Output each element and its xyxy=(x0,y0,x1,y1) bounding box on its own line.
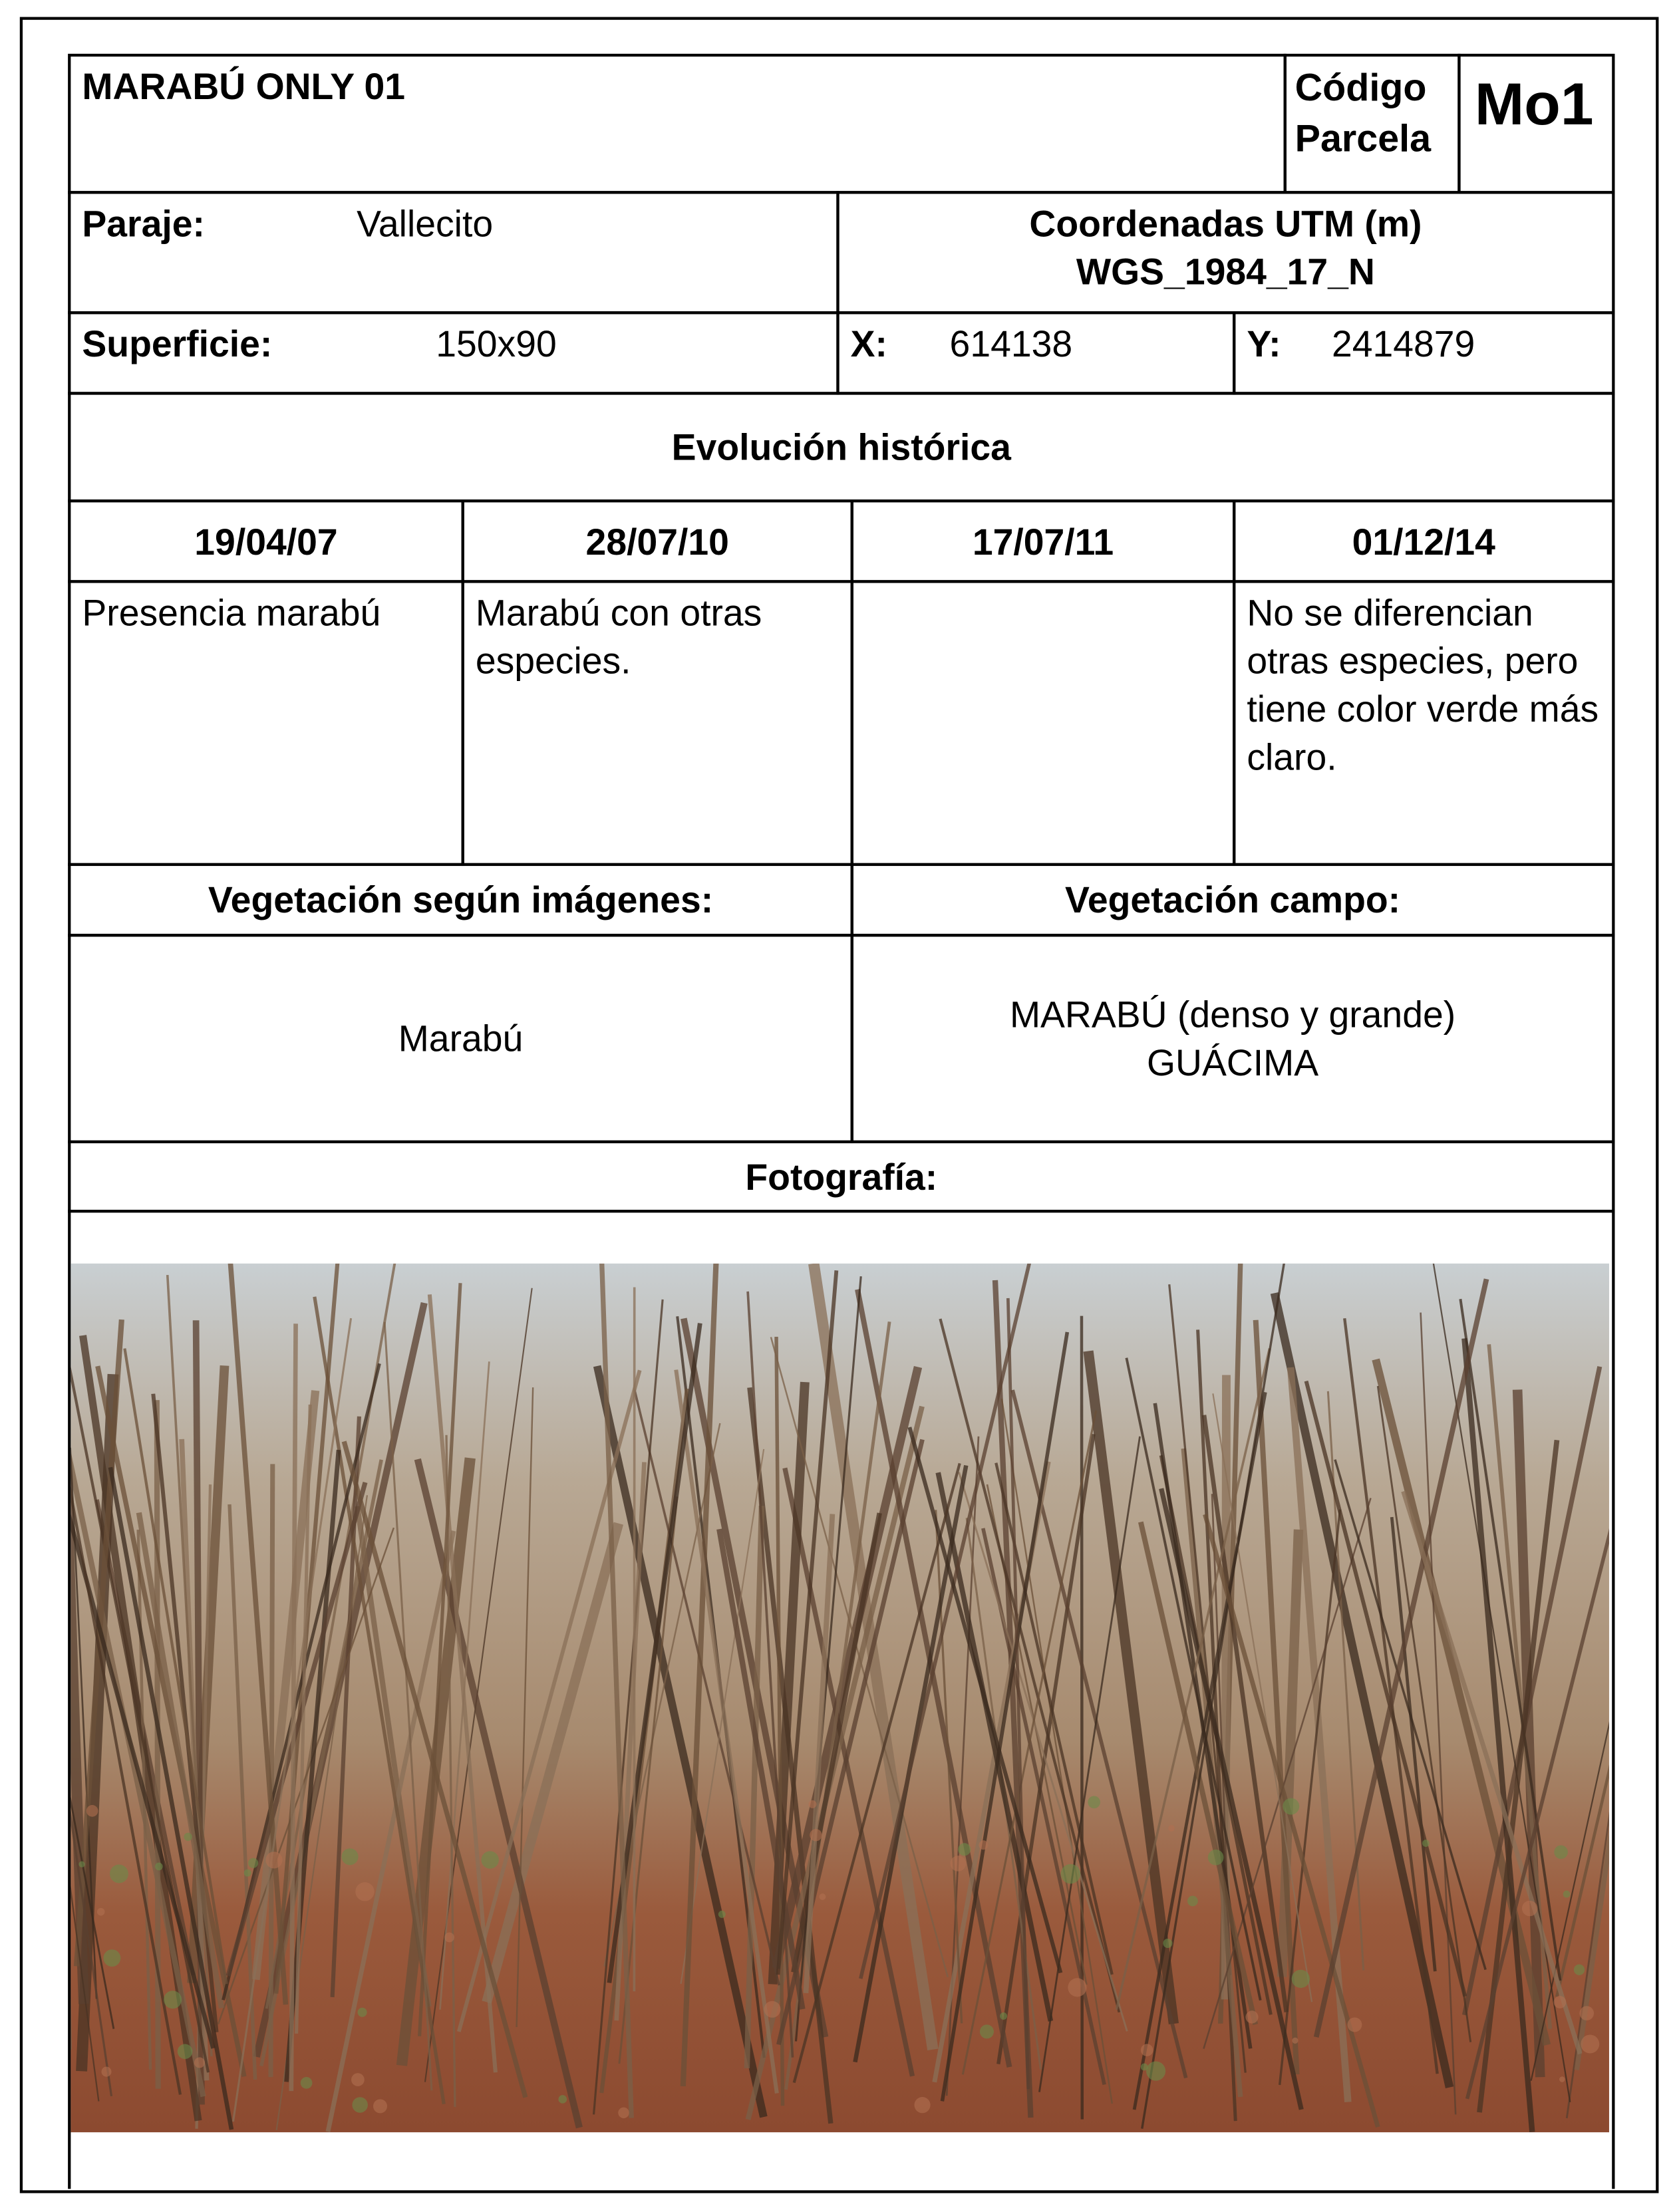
x-cell xyxy=(836,311,1235,395)
veg-imagenes-value: Marabú xyxy=(68,934,853,1143)
leaf xyxy=(358,2008,367,2017)
leaf xyxy=(164,1991,182,2008)
date-3: 17/07/11 xyxy=(851,499,1236,583)
leaf xyxy=(1292,2038,1298,2044)
leaf xyxy=(958,1843,971,1856)
coords-header xyxy=(836,191,1614,314)
codigo-label: Código Parcela xyxy=(1284,54,1461,194)
superficie-cell xyxy=(68,311,839,395)
leaf xyxy=(1522,1901,1537,1916)
branch xyxy=(459,1370,640,2031)
leaf xyxy=(1283,1798,1299,1815)
leaf xyxy=(1422,1840,1430,1847)
leaf xyxy=(764,2001,780,2018)
paraje-label: Paraje: xyxy=(82,202,205,245)
fotografia-label: Fotografía: xyxy=(68,1141,1614,1213)
y-value: 2414879 xyxy=(1331,323,1475,365)
leaf xyxy=(481,1851,498,1868)
x-value: 614138 xyxy=(949,323,1073,365)
description-3 xyxy=(851,580,1236,866)
x-label: X: xyxy=(850,323,887,365)
description-2: Marabú con otras especies. xyxy=(462,580,853,866)
leaf xyxy=(1563,1891,1571,1898)
branch xyxy=(276,1264,339,1994)
leaf xyxy=(1245,2010,1258,2023)
leaf xyxy=(1141,2044,1153,2056)
leaf xyxy=(1088,1796,1100,1808)
leaf xyxy=(1187,1896,1198,1907)
leaf xyxy=(1208,1850,1224,1866)
leaf xyxy=(103,1949,120,1967)
leaf xyxy=(155,1863,163,1871)
leaf xyxy=(1163,1939,1172,1948)
leaf xyxy=(1000,2012,1007,2020)
leaf xyxy=(718,1911,726,1918)
coords-label: Coordenadas UTM (m) xyxy=(1029,202,1422,245)
leaf xyxy=(1554,1996,1567,2008)
leaf xyxy=(101,2067,111,2077)
leaf xyxy=(979,1840,988,1850)
branch xyxy=(963,1411,1096,2074)
leaf xyxy=(444,1933,454,1943)
leaf xyxy=(1146,2062,1165,2081)
leaf xyxy=(184,1833,192,1841)
leaf xyxy=(1574,1965,1585,1975)
leaf xyxy=(351,2073,365,2086)
y-label: Y: xyxy=(1247,323,1281,365)
date-2: 28/07/10 xyxy=(462,499,853,583)
superficie-label: Superficie: xyxy=(82,323,273,365)
leaf xyxy=(86,1805,98,1817)
codigo-value: Mo1 xyxy=(1457,54,1614,194)
field-photo xyxy=(71,1264,1609,2132)
paraje-cell xyxy=(68,191,839,314)
superficie-value: 150x90 xyxy=(436,323,557,365)
coords-datum: WGS_1984_17_N xyxy=(1076,250,1375,293)
leaf xyxy=(820,1893,826,1900)
leaf xyxy=(265,1852,282,1868)
leaf xyxy=(301,2077,313,2089)
leaf xyxy=(1581,2034,1599,2053)
leaf xyxy=(1061,1864,1080,1883)
leaf xyxy=(355,1882,374,1901)
leaf xyxy=(1559,2076,1565,2082)
veg-imagenes-label: Vegetación según imágenes: xyxy=(68,863,853,937)
y-cell xyxy=(1233,311,1614,395)
leaf xyxy=(951,1856,967,1871)
leaf xyxy=(914,2097,930,2113)
branch xyxy=(487,1524,619,2003)
leaf xyxy=(373,2099,387,2113)
branch xyxy=(1531,1438,1609,2081)
leaf xyxy=(1292,1970,1310,1988)
leaf xyxy=(1347,2017,1362,2032)
leaf xyxy=(810,1829,822,1841)
paraje-value: Vallecito xyxy=(357,202,494,245)
sheet-title: MARABÚ ONLY 01 xyxy=(68,54,1287,194)
leaf xyxy=(178,2044,193,2059)
veg-campo-value xyxy=(851,934,1615,1143)
leaf xyxy=(808,1800,816,1808)
leaf xyxy=(352,2097,368,2113)
leaf xyxy=(78,1861,84,1867)
branch xyxy=(1169,1284,1246,2072)
description-1: Presencia marabú xyxy=(68,580,464,866)
branch xyxy=(1404,1491,1581,2054)
leaf xyxy=(342,1848,359,1865)
leaf xyxy=(1068,1978,1086,1997)
leaf xyxy=(248,1858,258,1868)
leaf xyxy=(1141,2063,1148,2070)
date-1: 19/04/07 xyxy=(68,499,464,583)
leaf xyxy=(97,1908,105,1916)
photo-branches xyxy=(71,1264,1609,2132)
branch xyxy=(861,1264,1032,1979)
veg-campo-line-2: GUÁCIMA xyxy=(1146,1041,1319,1084)
branch xyxy=(1316,1279,1487,2037)
branch xyxy=(229,1264,285,2005)
branch xyxy=(157,1400,158,2088)
leaf xyxy=(1168,1825,1175,1832)
description-4: No se diferencian otras especies, pero tiene color verde más claro. xyxy=(1233,580,1614,866)
date-4: 01/12/14 xyxy=(1233,499,1614,583)
leaf xyxy=(1579,2006,1594,2020)
veg-campo-line-1: MARABÚ (denso y grande) xyxy=(1009,993,1456,1036)
evolucion-header: Evolución histórica xyxy=(68,392,1614,502)
leaf xyxy=(194,2057,205,2068)
branch xyxy=(271,1464,273,2077)
leaf xyxy=(110,1865,128,1883)
leaf xyxy=(1554,1846,1568,1860)
veg-campo-label: Vegetación campo: xyxy=(851,863,1615,937)
leaf xyxy=(618,2108,629,2118)
leaf xyxy=(244,1869,251,1877)
leaf xyxy=(980,2024,994,2038)
leaf xyxy=(558,2095,567,2104)
